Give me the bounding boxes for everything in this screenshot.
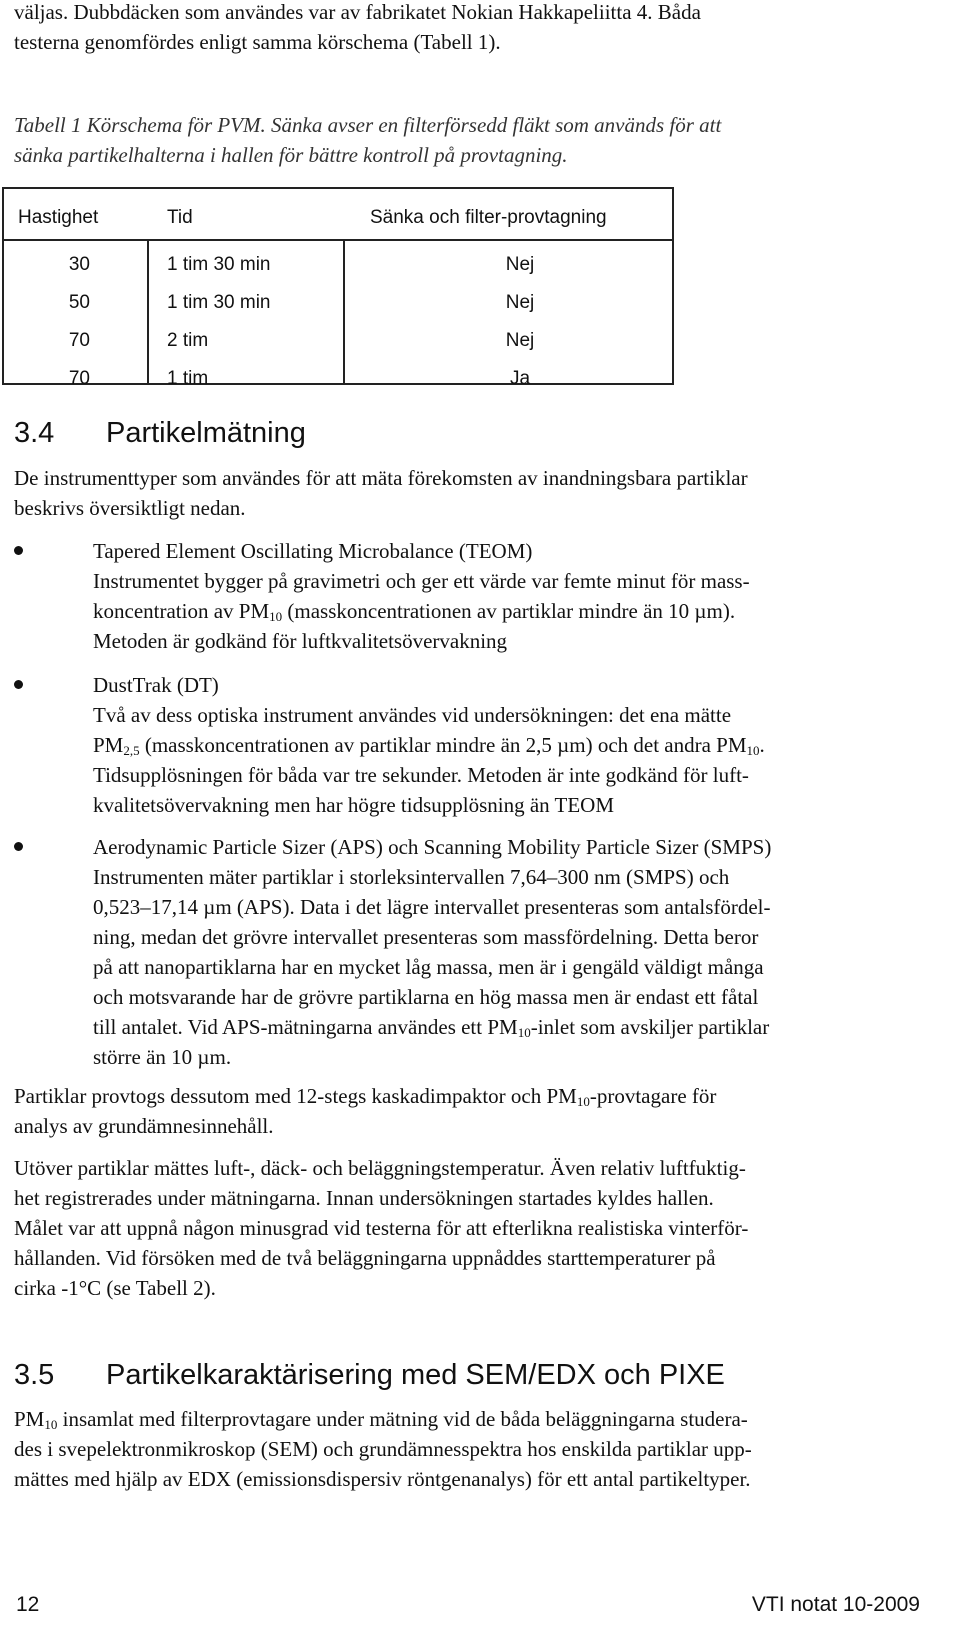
report-id: VTI notat 10-2009 xyxy=(751,1593,920,1616)
intro-line: testerna genomfördes enligt samma körschema (Tabell 1). xyxy=(14,30,501,54)
list-item-text xyxy=(93,536,951,656)
text-run: (masskoncentrationen av partiklar mindre än 2,5 µm) och det andra PM xyxy=(139,733,747,757)
paragraph-line: mättes med hjälp av EDX (emissionsdispersiv röntgenanalys) för ett antal partikeltyper. xyxy=(14,1467,751,1491)
caption-line: Tabell 1 Körschema för PVM. Sänka avser en filterförsedd fläkt som används för att xyxy=(14,113,722,137)
subscript: 10 xyxy=(576,1094,590,1109)
bullet-title: DustTrak (DT) xyxy=(93,673,219,697)
text-run: (masskoncentrationen av partiklar mindre än 10 µm). xyxy=(282,599,736,623)
body-paragraph xyxy=(14,1081,944,1141)
body-paragraph xyxy=(14,1153,944,1303)
text-run: till antalet. Vid APS-mätningarna användes ett PM xyxy=(93,1015,518,1039)
section-title: Partikelmätning xyxy=(106,417,306,449)
paragraph-line: på att nanopartiklarna har en mycket låg massa, men är i gengäld väldigt många xyxy=(93,955,764,979)
table-header-row xyxy=(4,199,672,241)
paragraph-line xyxy=(14,1404,944,1434)
paragraph-line: Målet var att uppnå någon minusgrad vid testerna för att efterlikna realistiska vinterför- xyxy=(14,1216,749,1240)
table-row xyxy=(4,360,672,398)
section-number: 3.4 xyxy=(14,417,55,449)
bullet-icon xyxy=(14,680,23,689)
subscript: 2,5 xyxy=(123,743,140,758)
paragraph-line: Instrumenten mäter partiklar i storleksintervallen 7,64–300 nm (SMPS) och xyxy=(93,865,730,889)
header-time: Tid xyxy=(167,207,193,228)
text-run: . xyxy=(759,733,765,757)
paragraph-line: större än 10 µm. xyxy=(93,1045,232,1069)
schedule-table xyxy=(2,187,674,389)
cell-fan-filter: Ja xyxy=(509,368,531,389)
cell-time: 2 tim xyxy=(167,330,209,351)
paragraph-line: Två av dess optiska instrument användes vid undersökningen: det ena mätte xyxy=(93,703,732,727)
text-run: -inlet som avskiljer partiklar xyxy=(530,1015,770,1039)
list-item-text xyxy=(93,670,951,820)
section-title: Partikelkaraktärisering med SEM/EDX och PIXE xyxy=(106,1359,725,1391)
text-run: PM xyxy=(14,1407,45,1431)
paragraph-line: het registrerades under mätningarna. Innan undersökningen startades kyldes hallen. xyxy=(14,1186,714,1210)
section-intro-paragraph xyxy=(14,463,944,523)
paragraph-line: Metoden är godkänd för luftkvalitetsövervakning xyxy=(93,629,508,653)
header-fan-filter: Sänka och filter-provtagning xyxy=(370,207,607,228)
cell-time: 1 tim 30 min xyxy=(167,254,271,275)
bullet-icon xyxy=(14,842,23,851)
cell-speed: 70 xyxy=(68,330,90,351)
subscript: 10 xyxy=(44,1417,58,1432)
text-run: -provtagare för xyxy=(589,1084,717,1108)
section-heading xyxy=(14,415,306,451)
cell-speed: 70 xyxy=(68,368,90,389)
section-heading xyxy=(14,1357,725,1393)
table-row xyxy=(4,284,672,322)
subscript: 10 xyxy=(517,1025,531,1040)
cell-fan-filter: Nej xyxy=(505,292,535,313)
text-run: Partiklar provtogs dessutom med 12-stegs kaskadimpaktor och PM xyxy=(14,1084,577,1108)
cell-fan-filter: Nej xyxy=(505,254,535,275)
subscript: 10 xyxy=(746,743,760,758)
page-number: 12 xyxy=(16,1593,40,1616)
table-caption xyxy=(14,110,944,170)
intro-line: väljas. Dubbdäcken som användes var av fabrikatet Nokian Hakkapeliitta 4. Båda xyxy=(14,0,701,24)
section-number: 3.5 xyxy=(14,1359,55,1391)
cell-time: 1 tim 30 min xyxy=(167,292,271,313)
paragraph-line: 0,523–17,14 µm (APS). Data i det lägre intervallet presenteras som antalsfördel- xyxy=(93,895,771,919)
paragraph-line: cirka -1°C (se Tabell 2). xyxy=(14,1276,216,1300)
paragraph-line: hållanden. Vid försöken med de två beläggningarna uppnåddes starttemperaturer på xyxy=(14,1246,716,1270)
paragraph-line: ning, medan det grövre intervallet presenteras som massfördelning. Detta beror xyxy=(93,925,759,949)
header-speed: Hastighet xyxy=(18,207,99,228)
cell-time: 1 tim xyxy=(167,368,209,389)
paragraph-line xyxy=(93,1012,951,1042)
paragraph-line xyxy=(93,730,951,760)
body-paragraph xyxy=(14,1404,944,1494)
paragraph-line: De instrumenttyper som användes för att mäta förekomsten av inandningsbara partiklar xyxy=(14,466,748,490)
cell-fan-filter: Nej xyxy=(505,330,535,351)
table-row xyxy=(4,246,672,284)
subscript: 10 xyxy=(269,609,283,624)
paragraph-line: analys av grundämnesinnehåll. xyxy=(14,1114,274,1138)
paragraph-line: Utöver partiklar mättes luft-, däck- och beläggningstemperatur. Även relativ luftfuktig- xyxy=(14,1156,746,1180)
bullet-icon xyxy=(14,546,23,555)
paragraph-line: Tidsupplösningen för båda var tre sekunder. Metoden är inte godkänd för luft- xyxy=(93,763,749,787)
list-item-text xyxy=(93,832,951,1072)
paragraph-line xyxy=(14,1081,944,1111)
paragraph-line xyxy=(93,596,951,626)
text-run: koncentration av PM xyxy=(93,599,270,623)
text-run: PM xyxy=(93,733,124,757)
caption-line: sänka partikelhalterna i hallen för bättre kontroll på provtagning. xyxy=(14,143,568,167)
intro-paragraph xyxy=(14,0,944,57)
bullet-title: Aerodynamic Particle Sizer (APS) och Scanning Mobility Particle Sizer (SMPS) xyxy=(93,835,772,859)
cell-speed: 30 xyxy=(68,254,90,275)
paragraph-line: och motsvarande har de grövre partiklarna en hög massa men är endast ett fåtal xyxy=(93,985,759,1009)
cell-speed: 50 xyxy=(68,292,90,313)
text-run: insamlat med filterprovtagare under mätning vid de båda beläggningarna studera- xyxy=(57,1407,748,1431)
paragraph-line: kvalitetsövervakning men har högre tidsupplösning än TEOM xyxy=(93,793,615,817)
table-row xyxy=(4,322,672,360)
paragraph-line: des i svepelektronmikroskop (SEM) och grundämnesspektra hos enskilda partiklar upp- xyxy=(14,1437,752,1461)
paragraph-line: beskrivs översiktligt nedan. xyxy=(14,496,246,520)
bullet-title: Tapered Element Oscillating Microbalance (TEOM) xyxy=(93,539,533,563)
paragraph-line: Instrumentet bygger på gravimetri och ger ett värde var femte minut för mass- xyxy=(93,569,750,593)
